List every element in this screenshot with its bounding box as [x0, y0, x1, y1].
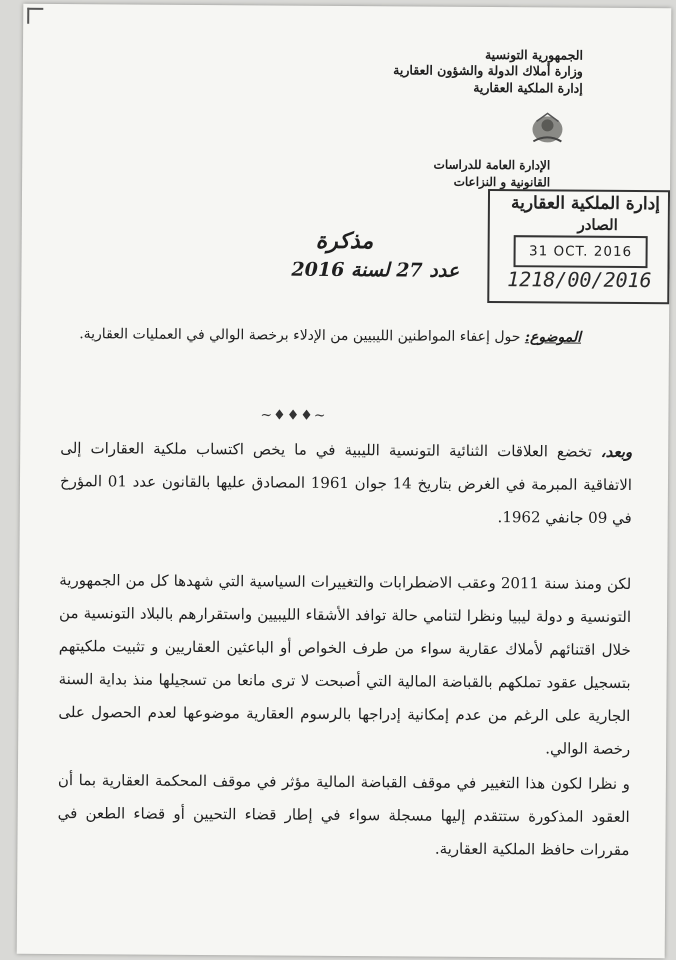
paragraph-1	[60, 432, 633, 535]
ornament-divider: ~♦♦♦~	[260, 407, 327, 424]
header-republic: الجمهورية التونسية	[484, 46, 584, 63]
emblem-icon	[527, 111, 567, 145]
stamp-reference-number: 1218/00/2016	[507, 267, 652, 293]
stamp-subtitle: الصادر	[577, 215, 618, 234]
subject-text: حول إعفاء المواطنين الليبيين من الإدلاء برخصة الوالي في العمليات العقارية.	[79, 326, 521, 346]
subject-line	[79, 326, 581, 346]
document-page	[17, 4, 672, 959]
paragraph-2: لكن ومنذ سنة 2011 وعقب الاضطرابات والتغييرات السياسية التي شهدها كل من الجمهورية التونسية و دولة ليبيا ونظرا لتنامي حالة توافد الأشقاء الليبيين واستقرارهم بالبلاد التونسية من خلال اقتنائهم لأملاك عقارية سواء من طرف الخواص أو الباعثين العقاريين و تثبيت ملكيتهم بتسجيل عقود تملكهم بالقباضة المالية التي أصبحت لا ترى مانعا من تسجيلها منذ بداية السنة الجارية على الرغم من عدم إمكانية إدراجها بالرسوم العقارية موضوعها لعدم الحصول على رخصة الوالي.	[58, 571, 632, 759]
header-directorate: إدارة الملكية العقارية	[473, 79, 583, 96]
outgoing-stamp	[487, 189, 670, 304]
memo-title: مذكرة	[315, 227, 374, 255]
paragraph-3: و نظرا لكون هذا التغيير في موقف القباضة المالية مؤثر في موقف المحكمة العقارية بما أن العقود المذكورة ستتقدم إليها مسجلة سواء في إطار قضاء التحيين أو قضاء الطعن في مقررات حافظ الملكية العقارية.	[57, 771, 630, 860]
paragraph-1-text: تخضع العلاقات الثنائية التونسية الليبية في ما يخص اكتساب ملكية العقارات إلى الاتفاقية المبرمة في الغرض بتاريخ 14 جوان 1961 المصادق عليها بالقانون عدد 01 المؤرخ في 09 جانفي 1962.	[59, 439, 633, 528]
paragraph-1-lead: وبعد،	[600, 442, 633, 462]
memo-number: عدد 27 لسنة 2016	[291, 258, 460, 282]
department-line2: القانونية و النزاعات	[453, 174, 551, 190]
department-line1: الإدارة العامة للدراسات	[433, 157, 551, 173]
stamp-title: إدارة الملكية العقارية	[510, 193, 661, 215]
subject-label: الموضوع:	[524, 329, 582, 346]
header-ministry: وزارة أملاك الدولة والشؤون العقارية	[393, 62, 583, 79]
page-corner-mark	[27, 8, 43, 24]
stamp-date: 31 OCT. 2016	[513, 235, 647, 268]
